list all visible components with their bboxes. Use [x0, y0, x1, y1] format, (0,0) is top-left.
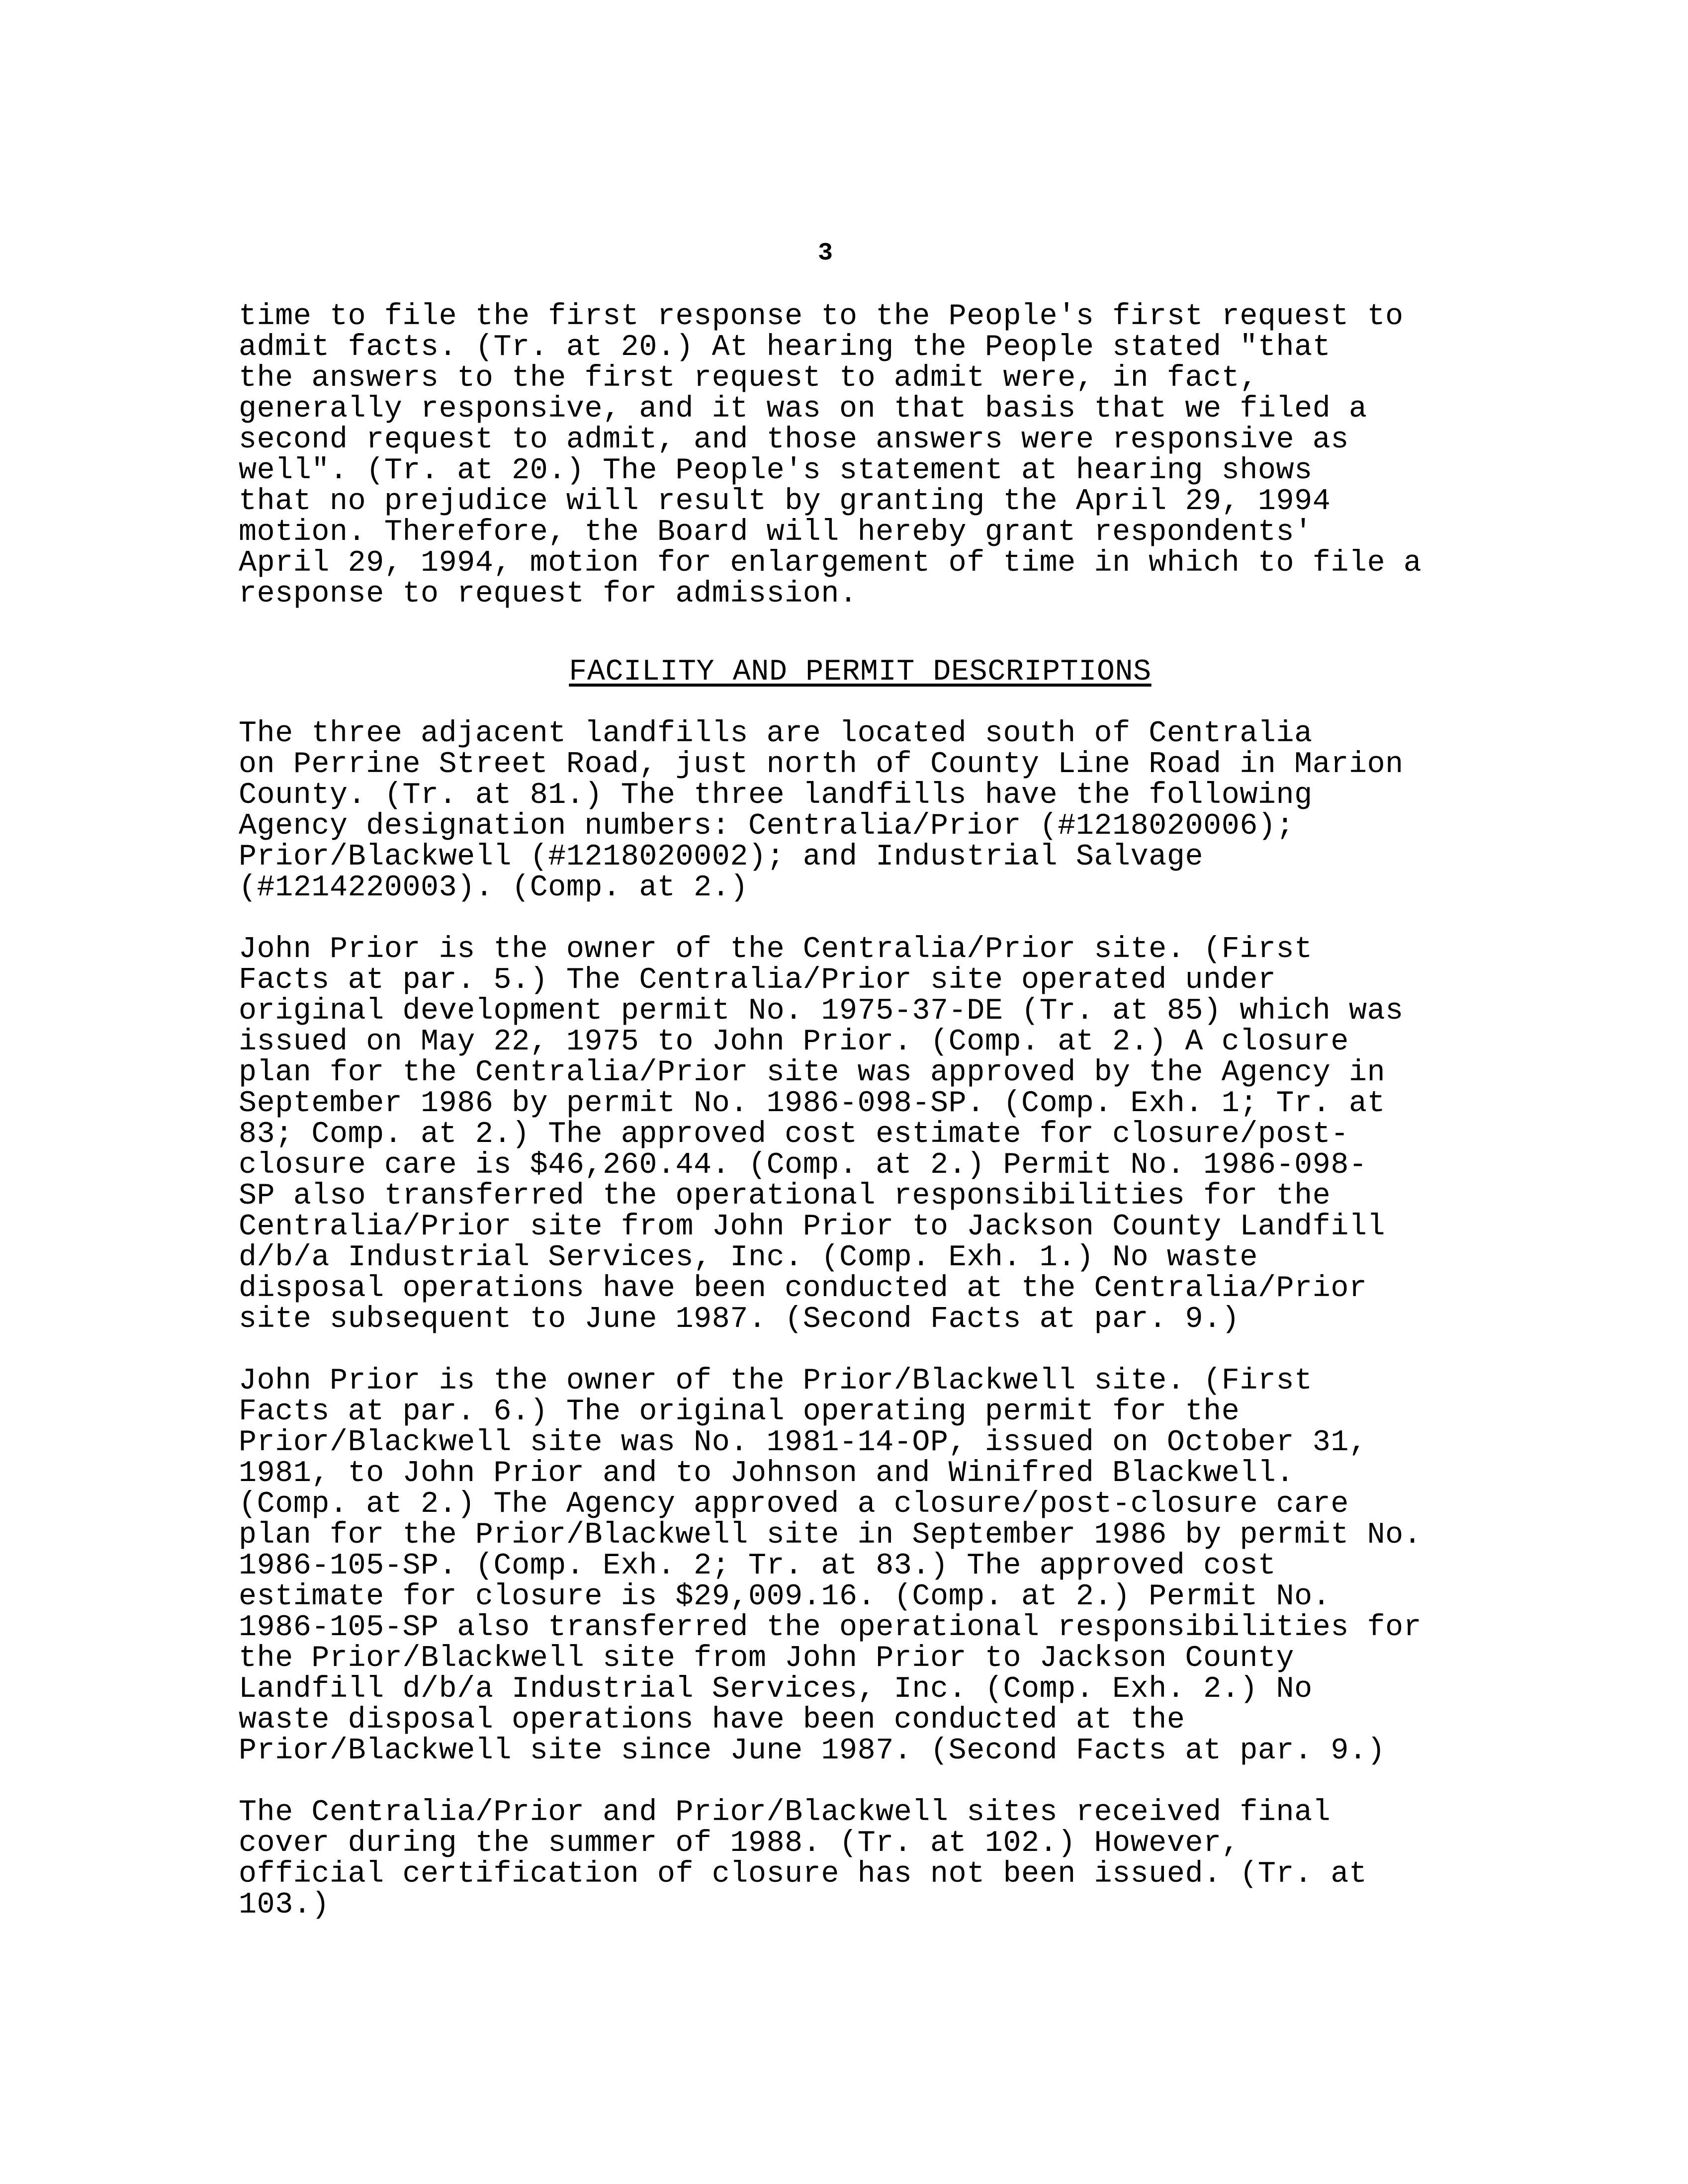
spacer — [239, 1335, 1462, 1366]
document-body — [239, 301, 1462, 1921]
paragraph-prior-blackwell-site: John Prior is the owner of the Prior/Blackwell site. (First Facts at par. 6.) The original operating permit for the Prior/Blackwell site was No. 1981-14-OP, issued on October 31, 1981, to John Prior and to Johnson and Winifred Blackwell. (Comp. at 2.) The Agency approved a closure/post-closure care plan for the Prior/Blackwell site in September 1986 by permit No. 1986-105-SP. (Comp. Exh. 2; Tr. at 83.) The approved cost estimate for closure is $29,009.16. (Comp. at 2.) Permit No. 1986-105-SP also transferred the operational responsibilities for the Prior/Blackwell site from John Prior to Jackson County Landfill d/b/a Industrial Services, Inc. (Comp. Exh. 2.) No waste disposal operations have been conducted at the Prior/Blackwell site since June 1987. (Second Facts at par. 9.) — [239, 1364, 1422, 1768]
paragraph-centralia-prior-site: John Prior is the owner of the Centralia/Prior site. (First Facts at par. 5.) The Centralia/Prior site operated under original development permit No. 1975-37-DE (Tr. at 85) which was issued on May 22, 1975 to John Prior. (Comp. at 2.) A closure plan for the Centralia/Prior site was approved by the Agency in September 1986 by permit No. 1986-098-SP. (Comp. Exh. 1; Tr. at 83; Comp. at 2.) The approved cost estimate for closure/post- closure care is $46,260.44. (Comp. at 2.) Permit No. 1986-098- SP also transferred the operational responsibilities for the Centralia/Prior site from John Prior to Jackson County Landfill d/b/a Industrial Services, Inc. (Comp. Exh. 1.) No waste disposal operations have been conducted at the Centralia/Prior site subsequent to June 1987. (Second Facts at par. 9.) — [239, 933, 1404, 1336]
paragraph-landfill-locations: The three adjacent landfills are located south of Centralia on Perrine Street Road, just north of County Line Road in Marion County. (Tr. at 81.) The three landfills have the following Agency designation numbers: Centralia/Prior (#1218020006); Prior/Blackwell (#1218020002); and Industrial Salvage (#1214220003). (Comp. at 2.) — [239, 717, 1404, 905]
spacer — [239, 903, 1462, 934]
page-number: 3 — [817, 239, 833, 267]
spacer — [239, 688, 1462, 718]
paragraph-final-cover: The Centralia/Prior and Prior/Blackwell sites received final cover during the summer of 1988. (Tr. at 102.) However, official certification of closure has not been issued. (Tr. at 103.) — [239, 1796, 1367, 1922]
section-heading: FACILITY AND PERMIT DESCRIPTIONS — [569, 655, 1152, 689]
spacer — [239, 610, 1462, 657]
spacer — [239, 1766, 1462, 1797]
continuation-paragraph: time to file the first response to the People's first request to admit facts. (Tr. at 20.) At hearing the People stated "that the answers to the first request to admit were, in fact, generally responsive, and it was on that basis that we filed a second request to admit, and those answers were responsive as well". (Tr. at 20.) The People's statement at hearing shows that no prejudice will result by granting the April 29, 1994 motion. Therefore, the Board will hereby grant respondents' April 29, 1994, motion for enlargement of time in which to file a response to request for admission. — [239, 300, 1422, 611]
